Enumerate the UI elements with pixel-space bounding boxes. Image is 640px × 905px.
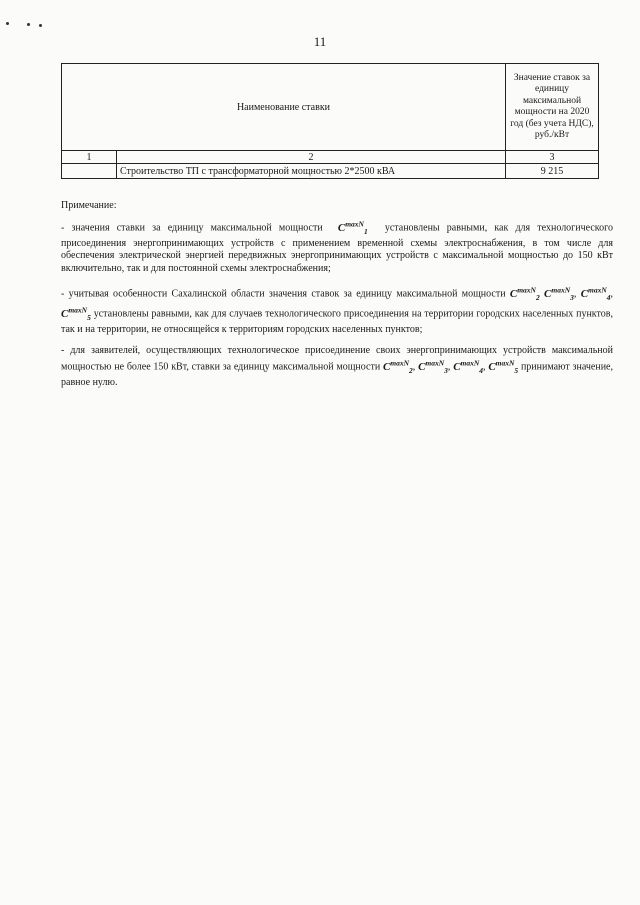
table-row — [62, 164, 599, 179]
note-text: - для заявителей, осуществляющих технологическое присоединение своих энергопринимающих устройств максимальной мощностью не более 150 кВт, ставки за единицу максимальной мощности — [61, 345, 613, 374]
note-paragraph-2: - учитывая особенности Сахалинской области значения ставок за единицу максимальной мощности $C^{maxN}_2$ $C^{maxN}_3$, $C^{maxN}_4$, $C^{maxN}_5$ установлены равными, как для случаев технологического присоединения на территории городских населенных пунктов, так и на территории, не относящейся к территориям городских населенных пунктов; — [61, 284, 614, 335]
column-number: 2 — [117, 151, 506, 164]
note-text: установлены равными, как для технологического присоединения энергопринимающих устройств с применением временной схемы электроснабжения, в том числе для обеспечения электрической энергией передвижных энергопринимающих устройств с максимальной мощностью до 150 кВт включительно, так и для постоянной схемы электроснабжения; — [61, 222, 613, 274]
table-header-row — [62, 64, 599, 151]
page-number: 11 — [313, 34, 327, 49]
note-text: установлены равными, как для случаев технологического присоединения на территории городских населенных пунктов, так и на территории, не относящейся к территориям городских населенных пунктов; — [61, 308, 613, 335]
note-text: принимают значение, равное нулю. — [61, 362, 613, 389]
rates-table — [61, 63, 599, 179]
note-paragraph-1 — [61, 218, 613, 275]
header-rate-value: Значение ставок за единицу максимальной мощности на 2020 год (без учета НДС), руб./кВт — [506, 64, 599, 151]
column-number: 3 — [506, 151, 599, 164]
scan-speck — [27, 23, 30, 26]
note-paragraph-3: - для заявителей, осуществляющих технологическое присоединение своих энергопринимающих устройств максимальной мощностью не более 150 кВт, ставки за единицу максимальной мощности $C^{maxN}_2$, $C^{maxN}_3$, $C^{maxN}_4$, $C^{maxN}_5$ принимают значение, равное нулю. — [61, 345, 613, 389]
rate-symbol-c5: $C^{maxN}_5$ — [488, 358, 519, 376]
column-number-row — [62, 151, 599, 164]
notes-section — [61, 200, 613, 399]
scan-speck — [39, 24, 42, 27]
rate-symbol-c1: $C^{maxN}_1$ — [337, 219, 368, 237]
notes-title: Примечание: — [61, 200, 117, 211]
rate-value-cell: 9 215 — [506, 164, 599, 179]
column-number: 1 — [62, 151, 117, 164]
rate-symbol-c3: $C^{maxN}_3$ — [544, 284, 574, 302]
rate-symbol-c4: $C^{maxN}_4$ — [580, 284, 611, 302]
note-text: - учитывая особенности Сахалинской области значения ставок за единицу максимальной мощности — [61, 288, 506, 300]
header-rate-name: Наименование ставки — [62, 64, 506, 151]
rate-name-cell: Строительство ТП с трансформаторной мощностью 2*2500 кВА — [117, 164, 506, 179]
rate-symbol-c5: $C^{maxN}_5$ — [61, 304, 91, 322]
rate-symbol-c4: $C^{maxN}_4$ — [453, 358, 484, 376]
note-text: - значения ставки за единицу максимальной мощности — [61, 222, 323, 234]
rate-symbol-c2: $C^{maxN}_2$ — [509, 284, 540, 302]
scan-speck — [6, 22, 9, 25]
rate-symbol-c2: $C^{maxN}_2$ — [382, 358, 413, 376]
rate-symbol-c3: $C^{maxN}_3$ — [418, 358, 448, 376]
row-number-cell — [62, 164, 117, 179]
